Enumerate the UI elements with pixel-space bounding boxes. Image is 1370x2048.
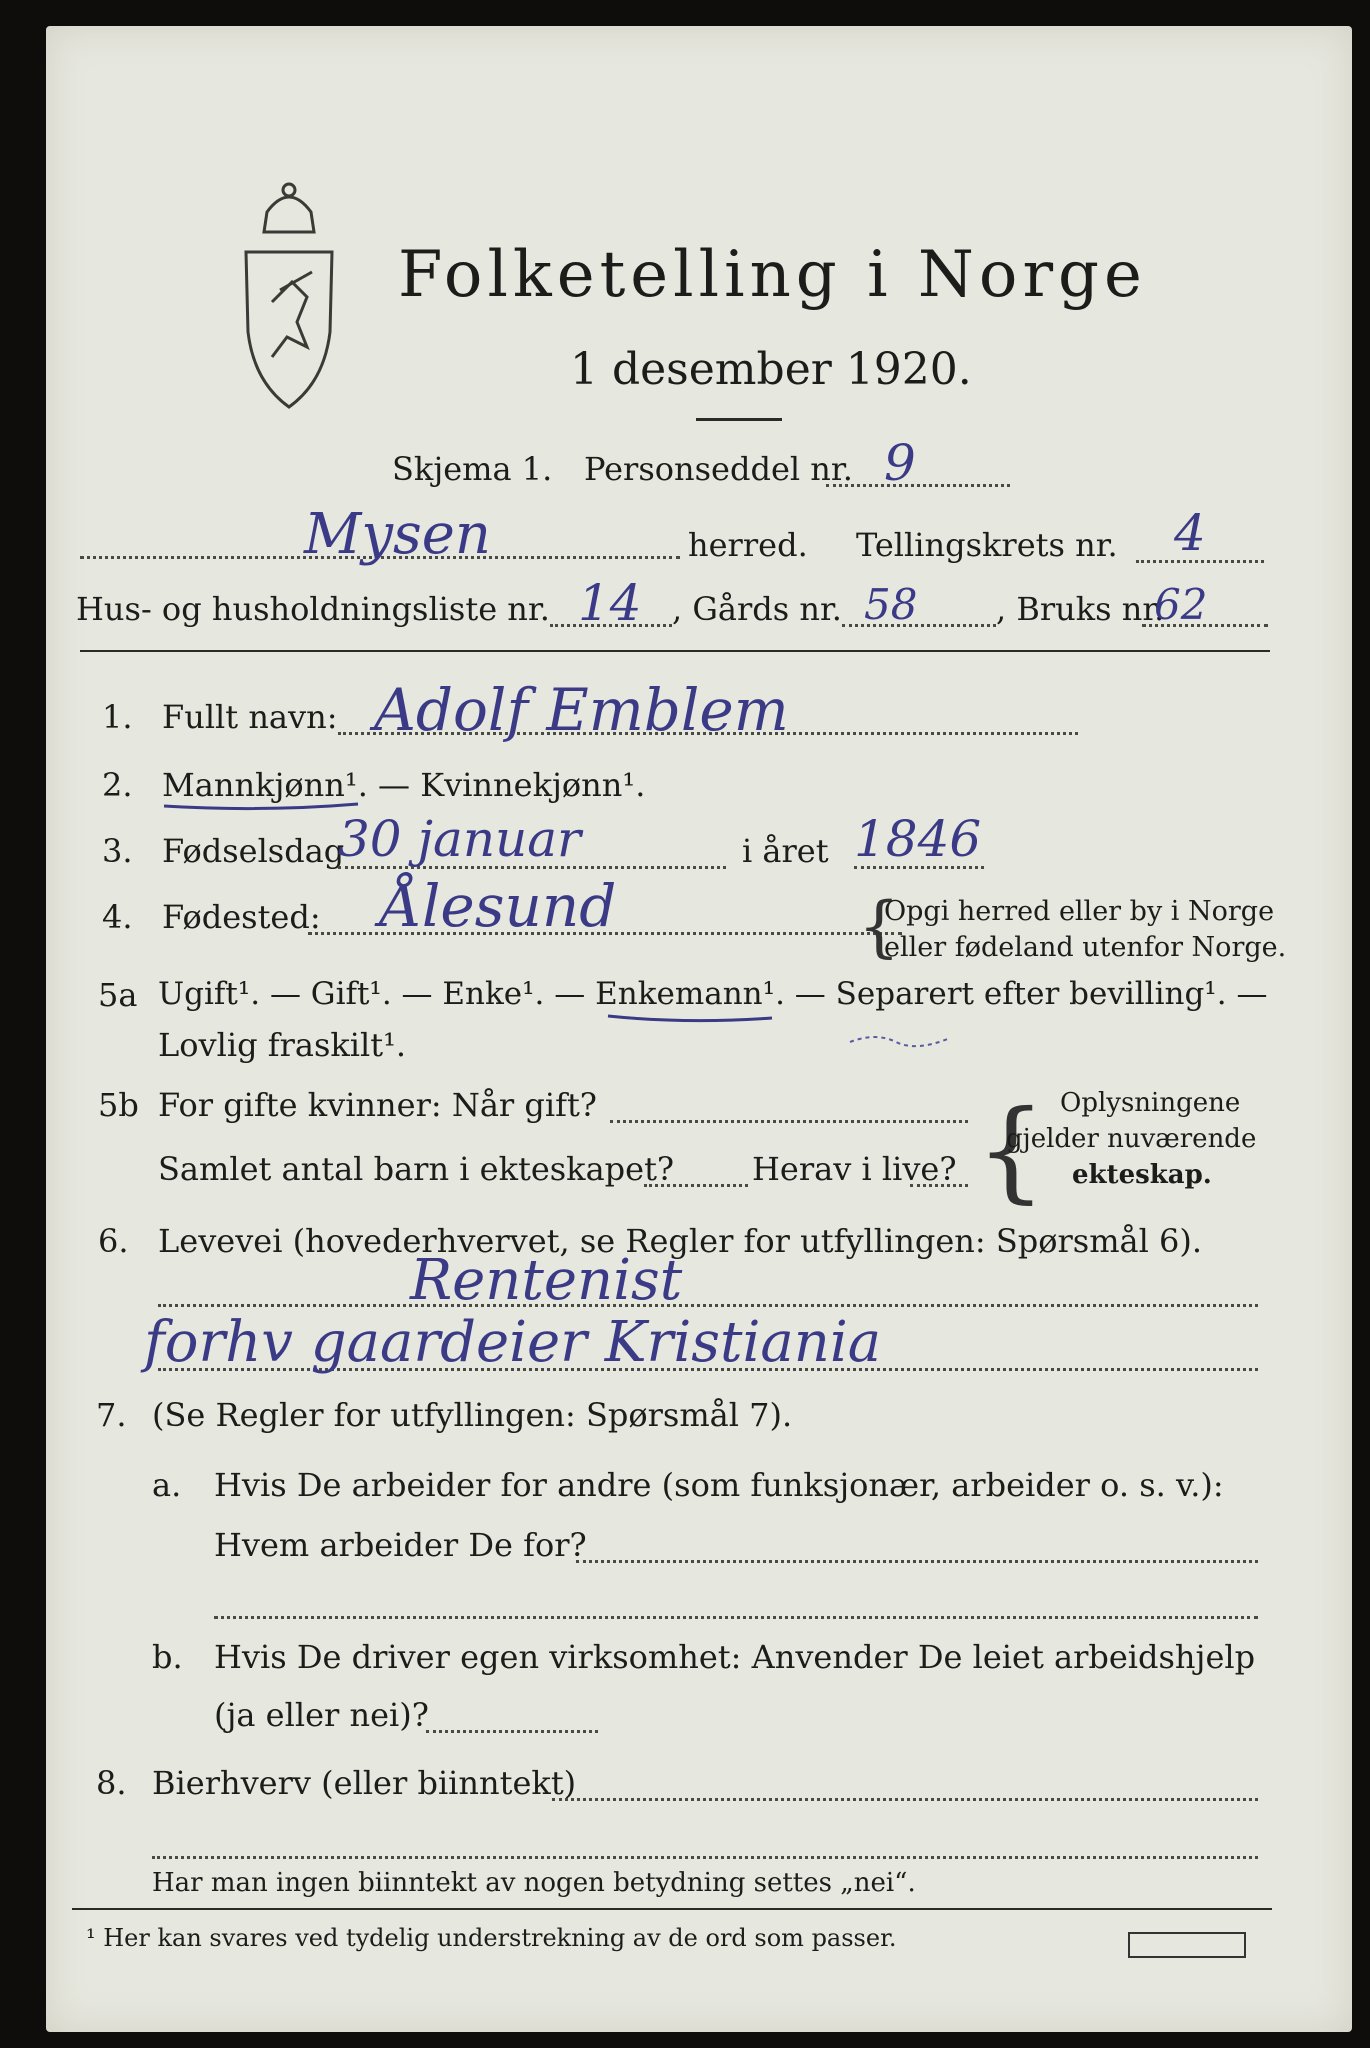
q4-label: Fødested: (162, 898, 321, 936)
q8-number: 8. (96, 1764, 127, 1802)
q7-number: 7. (96, 1396, 127, 1434)
tellingskrets-label: Tellingskrets nr. (856, 526, 1118, 564)
bruks-value: 62 (1154, 580, 1208, 629)
q5b-note-3: ekteskap. (1072, 1160, 1212, 1190)
q5a-label-2: Lovlig fraskilt¹. (158, 1026, 407, 1064)
q5b-label-3: Herav i live? (752, 1150, 957, 1188)
q7b-number: b. (152, 1638, 183, 1676)
q4-value: Ålesund (380, 872, 617, 940)
herred-label: herred. (688, 526, 808, 564)
coat-of-arms-icon (232, 172, 346, 412)
bruks-label: , Bruks nr. (996, 590, 1165, 628)
footnote: ¹ Her kan svares ved tydelig understrekning av de ord som passer. (86, 1924, 897, 1952)
q6-value-1: Rentenist (410, 1248, 683, 1313)
printer-stamp (1128, 1932, 1246, 1958)
q3-year-value: 1846 (854, 810, 982, 868)
q4-note-2: eller fødeland utenfor Norge. (884, 932, 1287, 963)
gards-label: , Gårds nr. (672, 590, 842, 628)
q8-label: Bierhverv (eller biinntekt) (152, 1764, 577, 1802)
q1-value: Adolf Emblem (374, 676, 789, 744)
q2-label: Mannkjønn¹. — Kvinnekjønn¹. (162, 766, 646, 804)
q6-value-2: forhv gaardeier Kristiania (144, 1310, 882, 1375)
q3-value: 30 januar (338, 810, 581, 868)
q7a-number: a. (152, 1466, 182, 1504)
q7b-label-2: (ja eller nei)? (214, 1696, 429, 1734)
q3-label: Fødselsdag (162, 832, 345, 870)
q1-label: Fullt navn: (162, 698, 338, 736)
personseddel-value: 9 (884, 434, 916, 492)
gards-value: 58 (864, 580, 918, 629)
q3-year-label: i året (742, 832, 829, 870)
herred-value: Mysen (304, 502, 491, 567)
q7b-label: Hvis De driver egen virksomhet: Anvender De leiet arbeidshjelp (214, 1638, 1256, 1676)
q4-number: 4. (102, 898, 133, 936)
q2-number: 2. (102, 766, 133, 804)
hus-label: Hus- og husholdningsliste nr. (76, 590, 550, 628)
hus-value: 14 (578, 574, 642, 632)
q7a-label-2: Hvem arbeider De for? (214, 1526, 587, 1564)
q6-number: 6. (98, 1222, 129, 1260)
q5b-number: 5b (98, 1086, 139, 1124)
q3-number: 3. (102, 832, 133, 870)
q6-label: Levevei (hovederhvervet, se Regler for utfyllingen: Spørsmål 6). (158, 1222, 1203, 1260)
q5a-label: Ugift¹. — Gift¹. — Enke¹. — Enkemann¹. — Separert efter bevilling¹. — (158, 976, 1268, 1012)
q5a-scribble (846, 1026, 956, 1050)
q5b-note-1: Oplysningene (1060, 1088, 1241, 1118)
page-title: Folketelling i Norge (398, 238, 1147, 312)
q5a-number: 5a (98, 976, 138, 1014)
schema-label: Skjema 1. (392, 450, 553, 488)
q4-note-1: Opgi herred eller by i Norge (884, 896, 1275, 927)
q5b-label: For gifte kvinner: Når gift? (158, 1086, 597, 1124)
q7a-label: Hvis De arbeider for andre (som funksjonær, arbeider o. s. v.): (214, 1466, 1224, 1504)
census-date: 1 desember 1920. (570, 344, 972, 395)
tellingskrets-value: 4 (1174, 504, 1206, 562)
q5a-underline (606, 1010, 776, 1026)
personseddel-label: Personseddel nr. (584, 450, 853, 488)
q8-note: Har man ingen biinntekt av nogen betydning settes „nei“. (152, 1868, 916, 1898)
q2-underline (162, 798, 362, 814)
census-form: Folketelling i Norge 1 desember 1920. Skjema 1. Personseddel nr. 9 Mysen herred. Tellingskrets nr. 4 Hus- og husholdningsliste nr. 14 , Gårds nr. 58 , Bruks nr. 62 1. Fullt navn: Adolf Emblem 2. Mannkjønn¹. — Kvinnekjønn¹. 3. Fødselsdag 30 januar i året 1846 4. Fødested: Ålesund { Opgi herred eller by i Norge eller fødeland utenfor Norge. 5a Ugift¹. — Gift¹. — Enke¹. — Enkemann¹. — Separert efter bevilling¹. — Lovlig fraskilt¹. 5b For gifte kvinner: Når gift? Samlet antal barn i ekteskapet? Herav i live? { Oplysningene gjelder nuværende ekteskap. 6. Levevei (hovederhvervet, se Regler for utfyllingen: Spørsmål 6). Rentenist forhv gaardeier Kristiania 7. (Se Regler for utfyllingen: Spørsmål 7). a. Hvis De arbeider for andre (som funksjonær, arbeider o. s. v.): Hvem arbeider De for? b. Hvis De driver egen virksomhet: Anvender De leiet arbeidshjelp (ja eller nei)? 8. Bierhverv (eller biinntekt) Har man ingen biinntekt av nogen betydning settes „nei“. ¹ Her kan svares ved tydelig understrekning av de ord som passer. (46, 26, 1352, 2032)
q7-label: (Se Regler for utfyllingen: Spørsmål 7). (152, 1396, 793, 1434)
q5b-note-2: gjelder nuværende (1006, 1124, 1257, 1154)
q1-number: 1. (102, 698, 133, 736)
q5b-label-2: Samlet antal barn i ekteskapet? (158, 1150, 675, 1188)
